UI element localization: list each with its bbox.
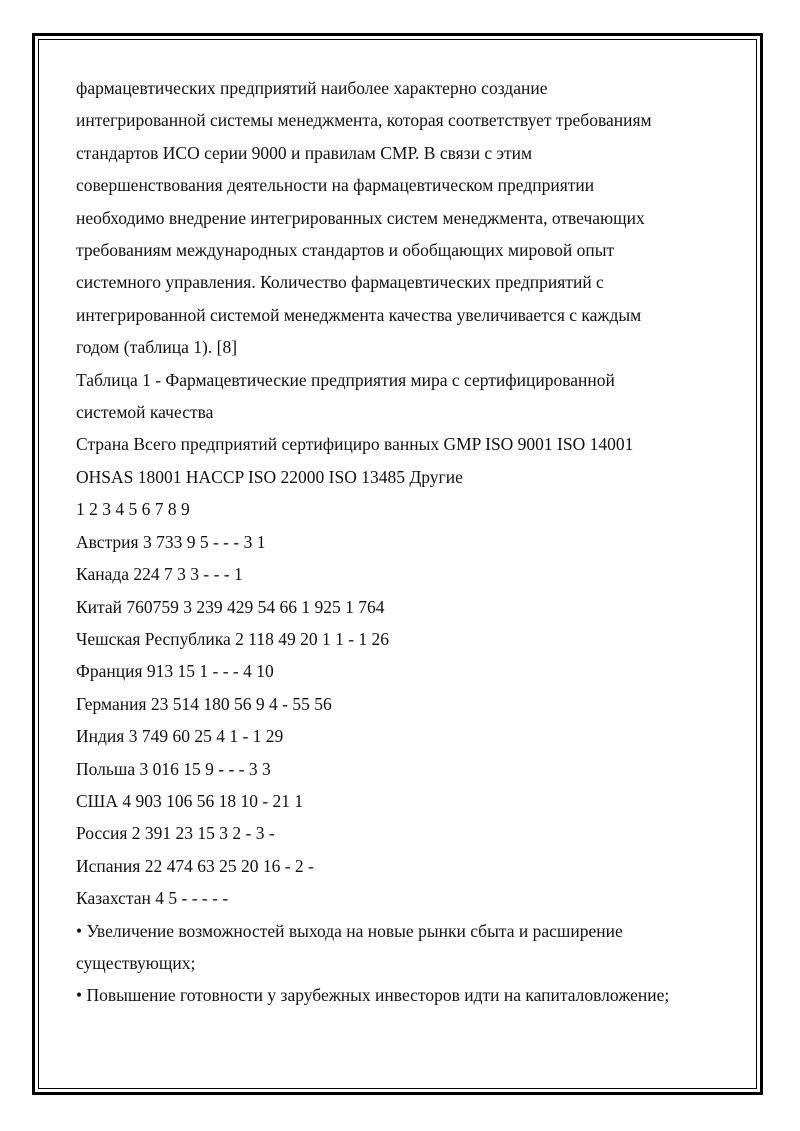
paragraph-line: системного управления. Количество фармацевтических предприятий с <box>76 272 604 293</box>
paragraph-line: совершенствования деятельности на фармацевтическом предприятии <box>76 175 595 196</box>
table-row: Польша 3 016 15 9 - - - 3 3 <box>76 758 271 779</box>
table-header <box>76 428 716 493</box>
table-row: США 4 903 106 56 18 10 - 21 1 <box>76 790 304 811</box>
table-row: Чешская Республика 2 118 49 20 1 1 - 1 26 <box>76 628 390 649</box>
paragraph-line: стандартов ИСО серии 9000 и правилам СМР. В связи с этим <box>76 142 533 163</box>
paragraph-line: требованиям международных стандартов и обобщающих мировой опыт <box>76 240 615 261</box>
table-row: Франция 913 15 1 - - - 4 10 <box>76 661 274 682</box>
table-row: Испания 22 474 63 25 20 16 - 2 - <box>76 855 314 876</box>
caption-line: Таблица 1 - Фармацевтические предприятия мира с сертифицированной <box>76 369 615 390</box>
table-row: Китай 760759 3 239 429 54 66 1 925 1 764 <box>76 596 385 617</box>
paragraph-line: интегрированной системы менеджмента, которая соответствует требованиям <box>76 110 652 131</box>
paragraph-line: годом (таблица 1). [8] <box>76 337 238 358</box>
header-line: Страна Всего предприятий сертифициро ванных GMP ISO 9001 ISO 14001 <box>76 434 634 455</box>
bullet-line: • Повышение готовности у зарубежных инвесторов идти на капиталовложение; <box>76 985 670 1006</box>
bullet-line: • Увеличение возможностей выхода на новые рынки сбыта и расширение <box>76 920 623 941</box>
bullet-line: существующих; <box>76 952 196 973</box>
table-row: Индия 3 749 60 25 4 1 - 1 29 <box>76 726 284 747</box>
header-line: OHSAS 18001 HACCP ISO 22000 ISO 13485 Другие <box>76 466 463 487</box>
table-row: Казахстан 4 5 - - - - - <box>76 888 229 909</box>
table-rows <box>76 526 716 915</box>
intro-paragraph <box>76 72 716 364</box>
table-row: Канада 224 7 3 3 - - - 1 <box>76 564 243 585</box>
column-numbers: 1 2 3 4 5 6 7 8 9 <box>76 499 190 520</box>
bullet-list <box>76 915 716 1012</box>
caption-line: системой качества <box>76 402 214 423</box>
table-row: Россия 2 391 23 15 3 2 - 3 - <box>76 823 275 844</box>
table-caption <box>76 364 716 429</box>
paragraph-line: интегрированной системой менеджмента качества увеличивается с каждым <box>76 304 642 325</box>
paragraph-line: фармацевтических предприятий наиболее характерно создание <box>76 78 548 98</box>
paragraph-line: необходимо внедрение интегрированных систем менеджмента, отвечающих <box>76 207 645 228</box>
table-row: Германия 23 514 180 56 9 4 - 55 56 <box>76 693 332 714</box>
document-body <box>76 72 716 1012</box>
table-row: Австрия 3 733 9 5 - - - 3 1 <box>76 531 266 552</box>
